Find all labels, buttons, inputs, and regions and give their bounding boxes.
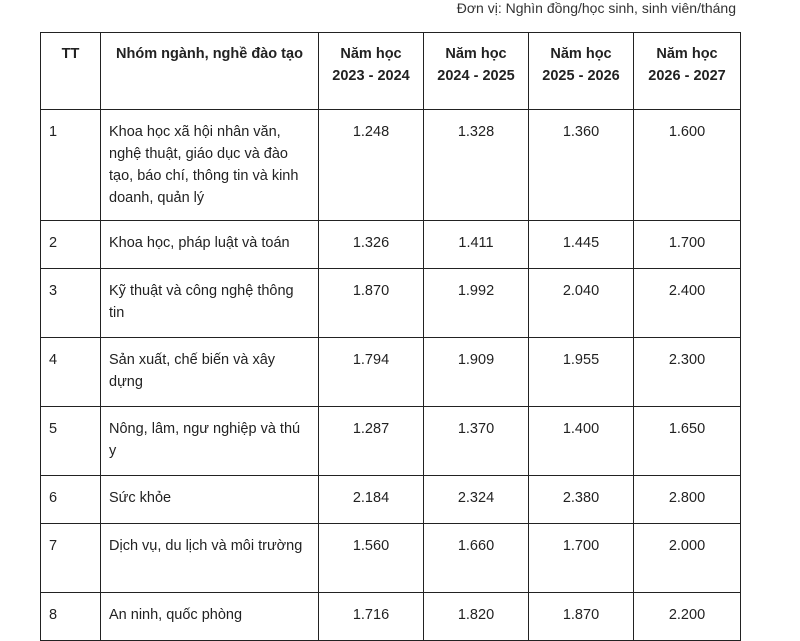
unit-note: Đơn vị: Nghìn đồng/học sinh, sinh viên/tháng (456, 0, 736, 16)
table-row (41, 110, 741, 221)
table-row (41, 269, 741, 338)
row-value-2023: 1.794 (319, 338, 424, 407)
row-tt: 5 (41, 407, 101, 476)
header-year-2026: Năm học 2026 - 2027 (634, 33, 741, 110)
row-value-2024: 1.660 (424, 524, 529, 593)
header-year-2023: Năm học 2023 - 2024 (319, 33, 424, 110)
row-value-2026: 2.800 (634, 476, 741, 524)
table-row (41, 221, 741, 269)
row-value-2026: 2.200 (634, 593, 741, 641)
row-value-2026: 2.000 (634, 524, 741, 593)
table-row (41, 338, 741, 407)
row-value-2025: 1.445 (529, 221, 634, 269)
row-value-2025: 1.700 (529, 524, 634, 593)
row-tt: 6 (41, 476, 101, 524)
row-value-2026: 2.300 (634, 338, 741, 407)
row-value-2024: 1.992 (424, 269, 529, 338)
row-tt: 4 (41, 338, 101, 407)
header-tt: TT (41, 33, 101, 110)
row-group: Nông, lâm, ngư nghiệp và thú y (101, 407, 319, 476)
table-row (41, 476, 741, 524)
table-row (41, 593, 741, 641)
row-value-2023: 1.326 (319, 221, 424, 269)
row-group: Khoa học xã hội nhân văn, nghệ thuật, giáo dục và đào tạo, báo chí, thông tin và kinh doanh, quản lý (101, 110, 319, 221)
row-group: Kỹ thuật và công nghệ thông tin (101, 269, 319, 338)
row-value-2023: 1.560 (319, 524, 424, 593)
row-value-2025: 1.870 (529, 593, 634, 641)
row-tt: 3 (41, 269, 101, 338)
row-value-2026: 1.600 (634, 110, 741, 221)
row-value-2023: 2.184 (319, 476, 424, 524)
row-value-2025: 2.040 (529, 269, 634, 338)
row-group: Sức khỏe (101, 476, 319, 524)
row-value-2026: 1.700 (634, 221, 741, 269)
row-value-2024: 2.324 (424, 476, 529, 524)
header-year-2024: Năm học 2024 - 2025 (424, 33, 529, 110)
row-value-2025: 1.400 (529, 407, 634, 476)
row-value-2025: 1.360 (529, 110, 634, 221)
row-value-2026: 2.400 (634, 269, 741, 338)
header-group: Nhóm ngành, nghề đào tạo (101, 33, 319, 110)
row-tt: 1 (41, 110, 101, 221)
row-value-2024: 1.411 (424, 221, 529, 269)
row-value-2024: 1.370 (424, 407, 529, 476)
row-value-2023: 1.287 (319, 407, 424, 476)
row-group: Dịch vụ, du lịch và môi trường (101, 524, 319, 593)
row-value-2025: 1.955 (529, 338, 634, 407)
row-value-2026: 1.650 (634, 407, 741, 476)
tuition-table (40, 32, 741, 641)
row-value-2023: 1.248 (319, 110, 424, 221)
row-value-2025: 2.380 (529, 476, 634, 524)
row-tt: 8 (41, 593, 101, 641)
row-value-2023: 1.716 (319, 593, 424, 641)
row-value-2024: 1.328 (424, 110, 529, 221)
header-row (41, 33, 741, 110)
row-tt: 2 (41, 221, 101, 269)
row-group: An ninh, quốc phòng (101, 593, 319, 641)
row-value-2023: 1.870 (319, 269, 424, 338)
row-value-2024: 1.909 (424, 338, 529, 407)
row-value-2024: 1.820 (424, 593, 529, 641)
table-row (41, 524, 741, 593)
table-row (41, 407, 741, 476)
row-tt: 7 (41, 524, 101, 593)
row-group: Sản xuất, chế biến và xây dựng (101, 338, 319, 407)
header-year-2025: Năm học 2025 - 2026 (529, 33, 634, 110)
row-group: Khoa học, pháp luật và toán (101, 221, 319, 269)
